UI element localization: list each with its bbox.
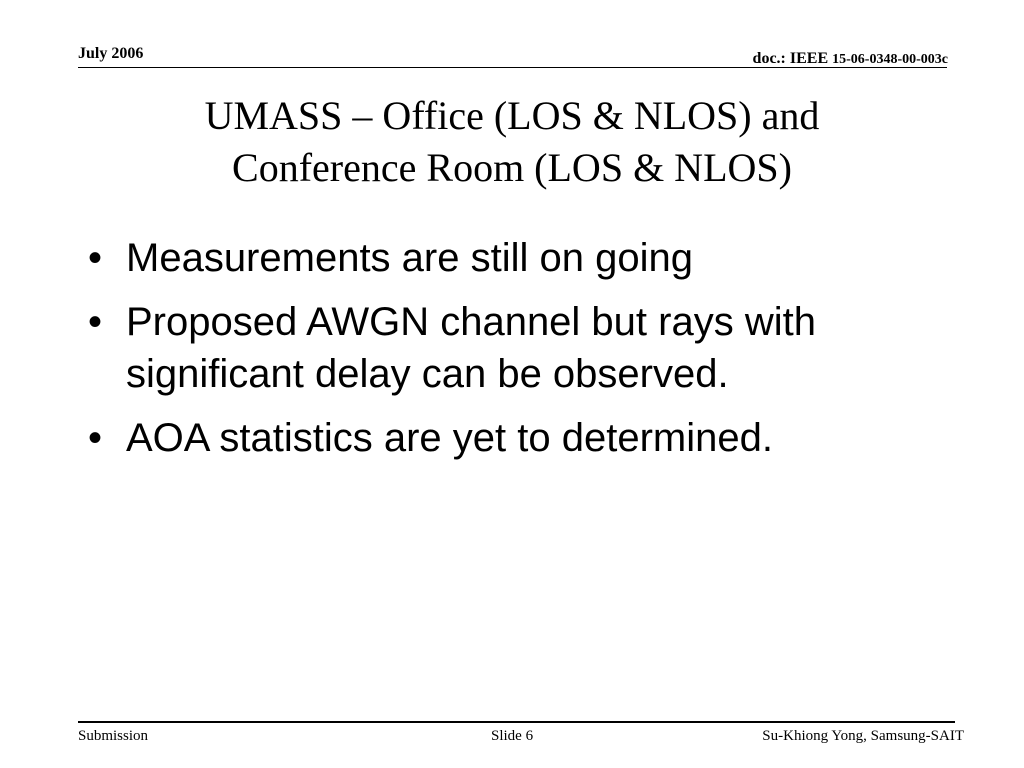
header-date: July 2006 bbox=[78, 45, 144, 62]
doc-number: 15-06-0348-00-003c bbox=[832, 52, 948, 67]
footer-rule bbox=[78, 721, 955, 723]
bullet-text: AOA statistics are yet to determined. bbox=[126, 416, 773, 460]
doc-prefix: doc.: IEEE bbox=[752, 50, 833, 67]
bullet-text: Measurements are still on going bbox=[126, 236, 693, 280]
bullet-item bbox=[88, 412, 948, 464]
bullet-dot-icon: • bbox=[88, 416, 103, 460]
bullet-item bbox=[88, 232, 948, 284]
bullet-item bbox=[88, 296, 948, 400]
bullet-text: Proposed AWGN channel but rays with significant delay can be observed. bbox=[126, 300, 816, 396]
title-line-1: UMASS – Office (LOS & NLOS) and bbox=[204, 93, 820, 138]
bullet-dot-icon: • bbox=[88, 236, 103, 280]
header-doc-id bbox=[753, 50, 948, 68]
slide-title bbox=[60, 90, 964, 194]
bullet-dot-icon: • bbox=[88, 300, 103, 344]
header-rule bbox=[78, 67, 947, 68]
footer-slide-number: Slide 6 bbox=[491, 728, 534, 744]
title-line-2: Conference Room (LOS & NLOS) bbox=[232, 145, 792, 190]
bullet-list bbox=[88, 232, 948, 476]
footer-author: Su-Khiong Yong, Samsung-SAIT bbox=[762, 728, 964, 744]
footer-submission: Submission bbox=[78, 728, 149, 744]
